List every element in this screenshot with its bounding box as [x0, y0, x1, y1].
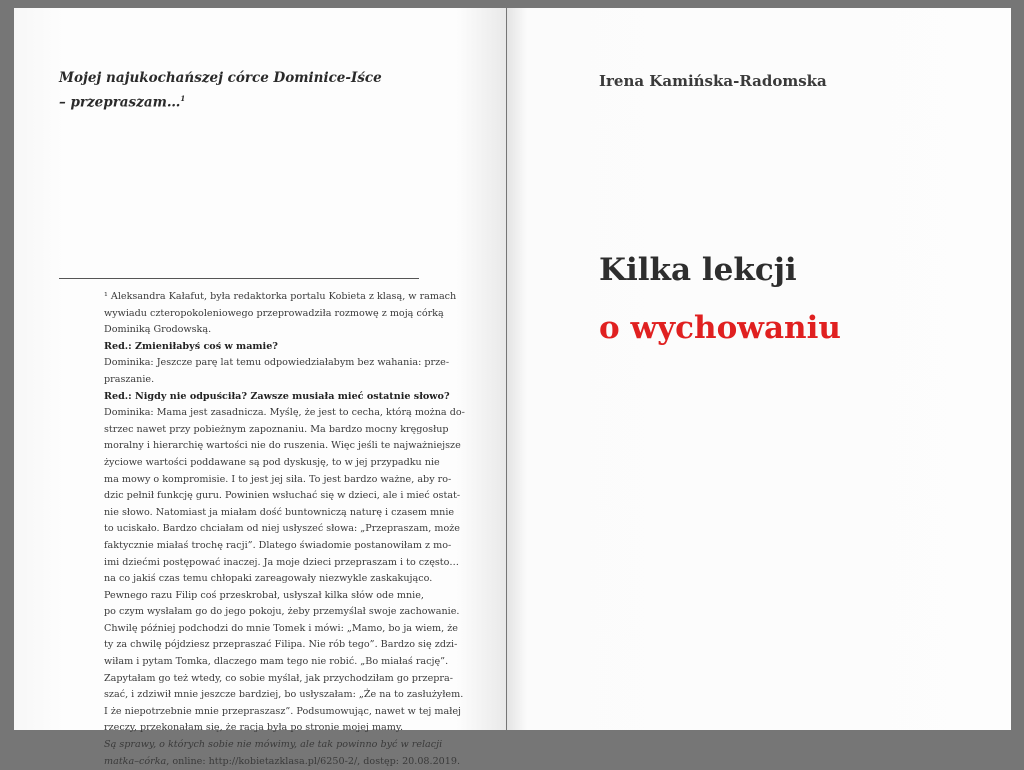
dedication-line-2: [59, 94, 185, 111]
footnote-line: Chwilę później podchodzi do mnie Tomek i mówi: „Mamo, bo ja wiem, że: [104, 622, 458, 634]
footnote-line: ma mowy o kompromisie. I to jest jej siła. To jest bardzo ważne, aby ro-: [104, 473, 452, 485]
footnote-line: faktycznie miałaś trochę racji”. Dlatego świadomie postanowiłam z mo-: [104, 539, 452, 551]
footnote-line: I że niepotrzebnie mnie przepraszasz”. Podsumowując, nawet w tej małej: [104, 705, 462, 717]
footnote-line: moralny i hierarchię wartości nie do ruszenia. Więc jeśli te najważniejsze: [104, 440, 461, 452]
footnote-line: imi dziećmi postępować inaczej. Ja moje dzieci przepraszam i to często…: [104, 556, 460, 568]
footnote-line: wywiadu czteropokoleniowego przeprowadziła rozmowę z moją córką: [104, 307, 444, 319]
footnote-mark: 1: [180, 94, 186, 103]
footnote-line: Dominika: Mama jest zasadnicza. Myślę, że jest to cecha, którą można do-: [104, 407, 465, 419]
footnote-line: strzec nawet przy pobieżnym zapoznaniu. Ma bardzo mocny kręgosłup: [104, 423, 449, 435]
footnote-line: życiowe wartości poddawane są pod dyskusję, to w jej przypadku nie: [104, 456, 440, 468]
footnote-line: Dominika: Jeszcze parę lat temu odpowiedziałabym bez wahania: prze-: [104, 357, 450, 369]
book-title-line-2: o wychowaniu: [599, 310, 841, 346]
footnote-line: praszanie.: [104, 373, 155, 385]
footnote-line: wiłam i pytam Tomka, dlaczego mam tego nie robić. „Bo miałaś rację”.: [104, 656, 449, 668]
footnote-source: , online: http://kobietazklasa.pl/6250-2/, dostęp: 20.08.2019.: [166, 755, 461, 767]
right-page: [507, 8, 1011, 730]
footnote-line: nie słowo. Natomiast ja miałam dość buntowniczą naturę i czasem mnie: [104, 506, 455, 518]
footnote-line: Są sprawy, o których sobie nie mówimy, ale tak powinno być w relacji: [104, 739, 443, 751]
footnote: [104, 289, 465, 770]
footnote-line: Red.: Zmieniłabyś coś w mamie?: [104, 340, 278, 352]
footnote-line: ty za chwilę pójdziesz przepraszać Filipa. Nie rób tego”. Bardzo się zdzi-: [104, 639, 458, 651]
book-title-line-1: Kilka lekcji: [599, 252, 797, 288]
footnote-source-title: matka–córka: [104, 755, 167, 767]
footnote-line: ¹ Aleksandra Kałafut, była redaktorka portalu Kobieta z klasą, w ramach: [104, 291, 457, 302]
footnote-line: Zapytałam go też wtedy, co sobie myślał, jak przychodziłam go przepra-: [104, 672, 453, 684]
footnote-line: na co jakiś czas temu chłopaki zareagowały niezwykle zaskakująco.: [104, 573, 433, 585]
author-name: Irena Kamińska-Radomska: [599, 72, 827, 90]
left-page: [14, 8, 506, 767]
footnote-line: Red.: Nigdy nie odpuściła? Zawsze musiała mieć ostatnie słowo?: [104, 390, 450, 402]
footnote-line: dzic pełnił funkcję guru. Powinien wsłuchać się w dzieci, ale i mieć ostat-: [104, 490, 461, 502]
footnote-line: to uciskało. Bardzo chciałam od niej usłyszeć słowa: „Przepraszam, może: [104, 523, 460, 535]
footnote-line: po czym wysłałam go do jego pokoju, żeby przemyślał swoje zachowanie.: [104, 606, 460, 618]
dedication-text: – przepraszam…: [59, 94, 181, 111]
dedication-line-1: Mojej najukochańszej córce Dominice-Iśce: [59, 70, 382, 86]
footnote-line: Dominiką Grodowską.: [104, 324, 212, 336]
footnote-line: Pewnego razu Filip coś przeskrobał, usłyszał kilka słów ode mnie,: [104, 589, 424, 601]
footnote-line: [104, 754, 461, 770]
footnote-rule: [59, 278, 419, 279]
footnote-line: rzeczy, przekonałam się, że racja była po stronie mojej mamy.: [104, 722, 404, 734]
footnote-line: szać, i zdziwił mnie jeszcze bardziej, bo usłyszałam: „Że na to zasłużyłem.: [104, 689, 464, 701]
